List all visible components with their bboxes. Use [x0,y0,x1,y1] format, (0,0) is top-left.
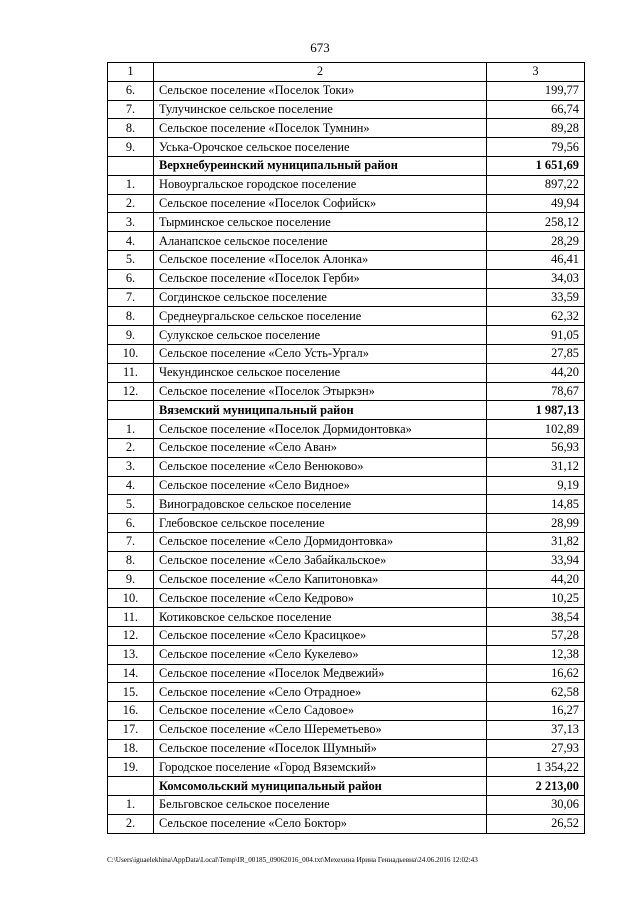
table-row [108,664,585,683]
row-number: 1. [108,796,154,815]
settlement-name: Сельское поселение «Село Аван» [154,438,487,457]
settlement-name: Сельское поселение «Поселок Шумный» [154,739,487,758]
settlement-name: Сельское поселение «Село Забайкальское» [154,551,487,570]
table-row [108,269,585,288]
row-number: 8. [108,551,154,570]
table-body [108,63,585,834]
table-row [108,758,585,777]
table-row [108,438,585,457]
area-value: 34,03 [487,269,585,288]
settlement-name: Сельское поселение «Поселок Этыркэн» [154,382,487,401]
settlements-table [107,62,585,834]
area-value: 14,85 [487,495,585,514]
page-number: 673 [310,40,330,55]
settlement-name: Тырминское сельское поселение [154,213,487,232]
row-number: 5. [108,250,154,269]
header-col-3: 3 [487,63,585,82]
row-number: 7. [108,288,154,307]
area-value: 33,94 [487,551,585,570]
row-number: 14. [108,664,154,683]
row-number: 4. [108,232,154,251]
row-number: 18. [108,739,154,758]
table-row [108,81,585,100]
area-value: 44,20 [487,363,585,382]
settlement-name: Сельское поселение «Поселок Токи» [154,81,487,100]
table-row [108,100,585,119]
row-number: 8. [108,307,154,326]
settlement-name: Аланапское сельское поселение [154,232,487,251]
table-row [108,457,585,476]
settlement-name: Сельское поселение «Поселок Алонка» [154,250,487,269]
settlement-name: Бельговское сельское поселение [154,796,487,815]
table-row [108,476,585,495]
settlement-name: Новоургальское городское поселение [154,175,487,194]
area-value: 31,12 [487,457,585,476]
area-value: 1 354,22 [487,758,585,777]
row-number: 2. [108,814,154,833]
table-row [108,551,585,570]
row-number: 13. [108,645,154,664]
table-row [108,213,585,232]
table-row [108,175,585,194]
settlement-name: Сельское поселение «Село Шереметьево» [154,720,487,739]
area-value: 31,82 [487,532,585,551]
settlement-name: Виноградовское сельское поселение [154,495,487,514]
settlement-name: Сельское поселение «Село Кедрово» [154,589,487,608]
settlement-name: Сельское поселение «Село Дормидонтовка» [154,532,487,551]
table-row [108,532,585,551]
settlement-name: Сельское поселение «Село Капитоновка» [154,570,487,589]
row-number: 5. [108,495,154,514]
area-value: 16,27 [487,702,585,721]
table-row [108,796,585,815]
row-number: 1. [108,420,154,439]
header-col-1: 1 [108,63,154,82]
area-value: 27,93 [487,739,585,758]
area-value: 30,06 [487,796,585,815]
row-number: 17. [108,720,154,739]
area-value: 2 213,00 [487,777,585,796]
table-row [108,288,585,307]
settlement-name: Согдинское сельское поселение [154,288,487,307]
settlement-name: Сельское поселение «Село Усть-Ургал» [154,344,487,363]
row-number: 3. [108,457,154,476]
table-row [108,514,585,533]
row-number: 12. [108,626,154,645]
area-value: 12,38 [487,645,585,664]
area-value: 1 651,69 [487,156,585,175]
district-row [108,777,585,796]
settlement-name: Сельское поселение «Село Красицкое» [154,626,487,645]
table-row [108,683,585,702]
row-number: 4. [108,476,154,495]
file-path-footer: C:\Users\iguaelekhina\AppData\Local\Temp\IR_00185_09062016_004.txt\Мехехина Ирина Геннадьевна\24.06.2016 12:02:43 [107,856,478,864]
row-number: 8. [108,119,154,138]
area-value: 62,58 [487,683,585,702]
table-row [108,570,585,589]
table-row [108,326,585,345]
area-value: 66,74 [487,100,585,119]
settlement-name: Тулучинское сельское поселение [154,100,487,119]
table-row [108,363,585,382]
area-value: 79,56 [487,138,585,157]
row-number: 16. [108,702,154,721]
area-value: 9,19 [487,476,585,495]
table-row [108,382,585,401]
area-value: 258,12 [487,213,585,232]
area-value: 10,25 [487,589,585,608]
row-number: 15. [108,683,154,702]
table-row [108,720,585,739]
row-number [108,777,154,796]
row-number: 7. [108,100,154,119]
table-row [108,626,585,645]
row-number: 6. [108,269,154,288]
table-row [108,645,585,664]
row-number: 11. [108,363,154,382]
settlement-name: Глебовское сельское поселение [154,514,487,533]
area-value: 62,32 [487,307,585,326]
row-number: 10. [108,589,154,608]
row-number: 11. [108,608,154,627]
row-number: 7. [108,532,154,551]
table-row [108,232,585,251]
area-value: 1 987,13 [487,401,585,420]
area-value: 89,28 [487,119,585,138]
settlement-name: Сельское поселение «Поселок Тумнин» [154,119,487,138]
settlement-name: Котиковское сельское поселение [154,608,487,627]
area-value: 16,62 [487,664,585,683]
settlement-name: Вяземский муниципальный район [154,401,487,420]
table-row [108,702,585,721]
table-row [108,119,585,138]
row-number: 1. [108,175,154,194]
row-number: 10. [108,344,154,363]
table-row [108,739,585,758]
settlement-name: Уська-Орочское сельское поселение [154,138,487,157]
area-value: 28,99 [487,514,585,533]
area-value: 26,52 [487,814,585,833]
row-number: 6. [108,81,154,100]
settlement-name: Верхнебуреинский муниципальный район [154,156,487,175]
row-number: 9. [108,326,154,345]
row-number: 2. [108,194,154,213]
table-row [108,814,585,833]
table-row [108,608,585,627]
area-value: 897,22 [487,175,585,194]
settlement-name: Сельское поселение «Поселок Дормидонтовка» [154,420,487,439]
settlement-name: Комсомольский муниципальный район [154,777,487,796]
table-row [108,589,585,608]
settlement-name: Сельское поселение «Село Отрадное» [154,683,487,702]
table-row [108,420,585,439]
row-number: 19. [108,758,154,777]
settlement-name: Сельское поселение «Поселок Софийск» [154,194,487,213]
table-row [108,194,585,213]
settlement-name: Сельское поселение «Село Боктор» [154,814,487,833]
row-number: 3. [108,213,154,232]
area-value: 49,94 [487,194,585,213]
area-value: 33,59 [487,288,585,307]
settlement-name: Сельское поселение «Поселок Герби» [154,269,487,288]
table-row [108,250,585,269]
table-row [108,344,585,363]
area-value: 46,41 [487,250,585,269]
area-value: 38,54 [487,608,585,627]
area-value: 78,67 [487,382,585,401]
settlement-name: Сельское поселение «Поселок Медвежий» [154,664,487,683]
table-row [108,138,585,157]
settlement-name: Сельское поселение «Село Садовое» [154,702,487,721]
area-value: 102,89 [487,420,585,439]
table-row [108,307,585,326]
row-number [108,156,154,175]
area-value: 28,29 [487,232,585,251]
settlement-name: Среднеургальское сельское поселение [154,307,487,326]
settlement-name: Сельское поселение «Село Видное» [154,476,487,495]
area-value: 37,13 [487,720,585,739]
area-value: 57,28 [487,626,585,645]
row-number: 12. [108,382,154,401]
header-col-2: 2 [154,63,487,82]
settlement-name: Чекундинское сельское поселение [154,363,487,382]
header-row [108,63,585,82]
area-value: 56,93 [487,438,585,457]
district-row [108,156,585,175]
row-number [108,401,154,420]
area-value: 199,77 [487,81,585,100]
row-number: 2. [108,438,154,457]
row-number: 9. [108,570,154,589]
table-row [108,495,585,514]
settlement-name: Сулукское сельское поселение [154,326,487,345]
row-number: 6. [108,514,154,533]
settlement-name: Сельское поселение «Село Венюково» [154,457,487,476]
area-value: 91,05 [487,326,585,345]
row-number: 9. [108,138,154,157]
district-row [108,401,585,420]
settlement-name: Сельское поселение «Село Кукелево» [154,645,487,664]
area-value: 44,20 [487,570,585,589]
settlement-name: Городское поселение «Город Вяземский» [154,758,487,777]
area-value: 27,85 [487,344,585,363]
